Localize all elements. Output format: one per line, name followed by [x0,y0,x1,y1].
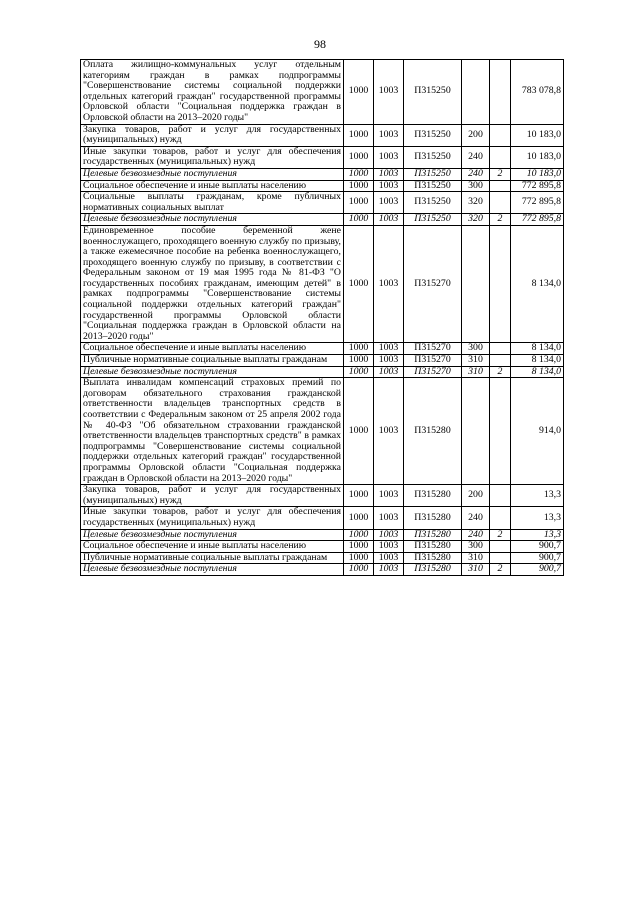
table-row [81,60,564,125]
budget-table-body [81,60,564,576]
expense-type-code: 310 [462,355,490,367]
section-code: 1000 [344,552,374,564]
section-code: 1000 [344,378,374,485]
amount: 900,7 [511,564,564,576]
target-article-code: П315280 [404,552,462,564]
section-code: 1000 [344,168,374,180]
expense-type-code [462,225,490,343]
subsection-code: 1003 [374,507,404,529]
section-code: 1000 [344,564,374,576]
source-code [490,225,511,343]
source-code [490,552,511,564]
target-article-code: П315250 [404,180,462,192]
section-code: 1000 [344,343,374,355]
table-row [81,225,564,343]
row-description: Закупка товаров, работ и услуг для государственных (муниципальных) нужд [81,485,344,507]
table-row [81,214,564,226]
amount: 10 183,0 [511,168,564,180]
subsection-code: 1003 [374,485,404,507]
expense-type-code: 310 [462,564,490,576]
section-code: 1000 [344,192,374,214]
row-description: Социальное обеспечение и иные выплаты населению [81,343,344,355]
table-row [81,168,564,180]
row-description: Целевые безвозмездные поступления [81,529,344,541]
subsection-code: 1003 [374,552,404,564]
row-description: Социальное обеспечение и иные выплаты населению [81,180,344,192]
table-row [81,343,564,355]
amount: 772 895,8 [511,180,564,192]
expense-type-code: 200 [462,485,490,507]
row-description: Иные закупки товаров, работ и услуг для обеспечения государственных (муниципальных) нужд [81,507,344,529]
amount: 10 183,0 [511,124,564,146]
source-code [490,378,511,485]
subsection-code: 1003 [374,541,404,553]
section-code: 1000 [344,507,374,529]
expense-type-code [462,60,490,125]
source-code: 2 [490,529,511,541]
expense-type-code: 300 [462,541,490,553]
row-description: Иные закупки товаров, работ и услуг для обеспечения государственных (муниципальных) нужд [81,146,344,168]
target-article-code: П315280 [404,541,462,553]
expense-type-code: 200 [462,124,490,146]
expense-type-code: 300 [462,180,490,192]
subsection-code: 1003 [374,168,404,180]
row-description: Единовременное пособие беременной жене военнослужащего, проходящего военную службу по призыву, а также ежемесячное пособие на ребенка военнослужащего, проходящего военную службу по призыву, в соответствии с Федеральным законом от 19 мая 1995 года № 81-ФЗ "О государственных пособиях гражданам, имеющим детей" в рамках подпрограммы "Совершенствование системы социальной поддержки отдельных категорий граждан" государственной программы Орловской области "Социальная поддержка граждан в Орловской области на 2013–2020 годы" [81,225,344,343]
table-row [81,146,564,168]
table-row [81,552,564,564]
table-row [81,366,564,378]
table-row [81,564,564,576]
section-code: 1000 [344,355,374,367]
table-row [81,378,564,485]
section-code: 1000 [344,60,374,125]
section-code: 1000 [344,366,374,378]
budget-table [80,59,564,576]
subsection-code: 1003 [374,146,404,168]
target-article-code: П315280 [404,564,462,576]
subsection-code: 1003 [374,225,404,343]
row-description: Публичные нормативные социальные выплаты гражданам [81,552,344,564]
expense-type-code: 310 [462,366,490,378]
row-description: Целевые безвозмездные поступления [81,214,344,226]
target-article-code: П315280 [404,485,462,507]
target-article-code: П315250 [404,192,462,214]
expense-type-code [462,378,490,485]
subsection-code: 1003 [374,214,404,226]
amount: 772 895,8 [511,192,564,214]
target-article-code: П315280 [404,529,462,541]
amount: 900,7 [511,552,564,564]
source-code [490,180,511,192]
table-row [81,355,564,367]
table-row [81,180,564,192]
row-description: Целевые безвозмездные поступления [81,366,344,378]
subsection-code: 1003 [374,124,404,146]
source-code: 2 [490,168,511,180]
source-code: 2 [490,366,511,378]
subsection-code: 1003 [374,192,404,214]
row-description: Закупка товаров, работ и услуг для государственных (муниципальных) нужд [81,124,344,146]
expense-type-code: 320 [462,214,490,226]
expense-type-code: 310 [462,552,490,564]
amount: 13,3 [511,529,564,541]
source-code [490,355,511,367]
table-row [81,192,564,214]
section-code: 1000 [344,529,374,541]
row-description: Целевые безвозмездные поступления [81,564,344,576]
table-row [81,507,564,529]
source-code: 2 [490,214,511,226]
amount: 10 183,0 [511,146,564,168]
subsection-code: 1003 [374,366,404,378]
amount: 783 078,8 [511,60,564,125]
row-description: Целевые безвозмездные поступления [81,168,344,180]
row-description: Выплата инвалидам компенсаций страховых премий по договорам обязательного страхования гражданской ответственности владельцев транспортных средств в соответствии с Федеральным законом от 25 апреля 2002 года № 40-ФЗ "Об обязательном страховании гражданской ответственности владельцев транспортных средств" в рамках подпрограммы "Совершенствование системы социальной поддержки отдельных категорий граждан" государственной программы Орловской области "Социальная поддержка граждан в Орловской области на 2013–2020 годы" [81,378,344,485]
expense-type-code: 300 [462,343,490,355]
expense-type-code: 240 [462,168,490,180]
target-article-code: П315280 [404,378,462,485]
section-code: 1000 [344,541,374,553]
target-article-code: П315250 [404,60,462,125]
row-description: Социальные выплаты гражданам, кроме публичных нормативных социальных выплат [81,192,344,214]
page-number: 98 [314,37,326,51]
row-description: Оплата жилищно-коммунальных услуг отдельным категориям граждан в рамках подпрограммы "Совершенствование системы социальной поддержки отдельных категорий граждан" государственной программы Орловской области "Социальная поддержка граждан в Орловской области на 2013–2020 годы" [81,60,344,125]
source-code: 2 [490,564,511,576]
table-row [81,529,564,541]
source-code [490,60,511,125]
subsection-code: 1003 [374,564,404,576]
expense-type-code: 240 [462,529,490,541]
target-article-code: П315270 [404,355,462,367]
amount: 13,3 [511,485,564,507]
amount: 8 134,0 [511,343,564,355]
amount: 914,0 [511,378,564,485]
section-code: 1000 [344,124,374,146]
target-article-code: П315250 [404,168,462,180]
target-article-code: П315270 [404,366,462,378]
target-article-code: П315270 [404,225,462,343]
subsection-code: 1003 [374,343,404,355]
source-code [490,507,511,529]
subsection-code: 1003 [374,355,404,367]
subsection-code: 1003 [374,60,404,125]
subsection-code: 1003 [374,378,404,485]
amount: 900,7 [511,541,564,553]
expense-type-code: 320 [462,192,490,214]
expense-type-code: 240 [462,507,490,529]
target-article-code: П315270 [404,343,462,355]
source-code [490,541,511,553]
amount: 8 134,0 [511,355,564,367]
target-article-code: П315250 [404,214,462,226]
target-article-code: П315250 [404,124,462,146]
row-description: Публичные нормативные социальные выплаты гражданам [81,355,344,367]
source-code [490,343,511,355]
row-description: Социальное обеспечение и иные выплаты населению [81,541,344,553]
table-row [81,124,564,146]
source-code [490,146,511,168]
target-article-code: П315280 [404,507,462,529]
section-code: 1000 [344,180,374,192]
amount: 13,3 [511,507,564,529]
target-article-code: П315250 [404,146,462,168]
subsection-code: 1003 [374,180,404,192]
subsection-code: 1003 [374,529,404,541]
source-code [490,485,511,507]
section-code: 1000 [344,214,374,226]
amount: 8 134,0 [511,366,564,378]
section-code: 1000 [344,485,374,507]
table-row [81,541,564,553]
section-code: 1000 [344,146,374,168]
section-code: 1000 [344,225,374,343]
amount: 8 134,0 [511,225,564,343]
expense-type-code: 240 [462,146,490,168]
table-row [81,485,564,507]
source-code [490,192,511,214]
amount: 772 895,8 [511,214,564,226]
source-code [490,124,511,146]
